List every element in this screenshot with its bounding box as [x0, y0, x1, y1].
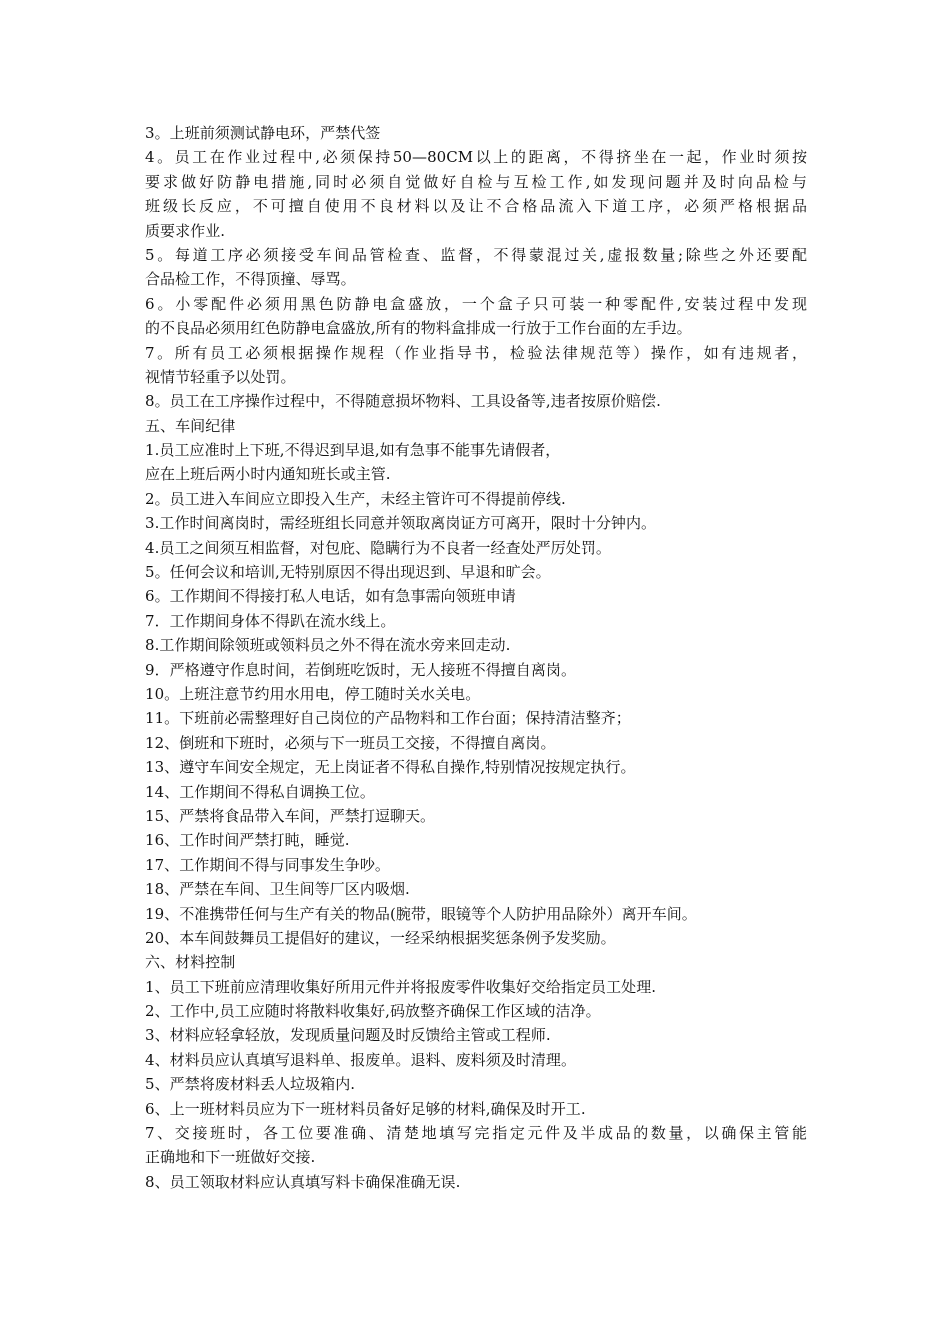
text-line: 7．工作期间身体不得趴在流水线上。 [145, 611, 396, 630]
text-line: 9．严格遵守作息时间，若倒班吃饭时，无人接班不得擅自离岗。 [145, 660, 576, 679]
text-line: 16、工作时间严禁打盹，睡觉. [145, 831, 350, 850]
text-line: 3。上班前须测试静电环，严禁代签 [145, 124, 381, 142]
text-line: 六、材料控制 [145, 953, 236, 972]
document-body [145, 121, 807, 1194]
text-line: 班级长反应，不可擅自使用不良材料以及让不合格品流入下道工序，必须严格根据品 [145, 197, 807, 216]
text-line: 2、工作中,员工应随时将散料收集好,码放整齐确保工作区域的洁净。 [145, 1002, 601, 1021]
text-line: 8。员工在工序操作过程中，不得随意损坏物料、工具设备等,违者按原价赔偿. [145, 392, 661, 411]
text-line: 17、工作期间不得与同事发生争吵。 [145, 855, 390, 874]
text-line: 3.工作时间离岗时，需经班组长同意并领取离岗证方可离开，限时十分钟内。 [145, 514, 657, 533]
text-line: 3、材料应轻拿轻放，发现质量问题及时反馈给主管或工程师. [145, 1026, 551, 1045]
text-line: 4、材料员应认真填写退料单、报废单。退料、废料须及时清理。 [145, 1050, 576, 1069]
text-line: 的不良品必须用红色防静电盒盛放,所有的物料盒排成一行放于工作台面的左手边。 [145, 319, 692, 338]
text-line: 14、工作期间不得私自调换工位。 [145, 782, 375, 801]
text-line: 18、严禁在车间、卫生间等厂区内吸烟. [145, 880, 410, 899]
text-line: 正确地和下一班做好交接. [145, 1148, 316, 1167]
text-line: 8.工作期间除领班或领料员之外不得在流水旁来回走动. [145, 636, 511, 655]
text-line: 1.员工应准时上下班,不得迟到早退,如有急事不能事先请假者， [145, 441, 561, 460]
text-line: 视情节轻重予以处罚。 [145, 367, 296, 386]
text-line: 合品检工作，不得顶撞、辱骂。 [145, 270, 356, 289]
text-line: 6。小零配件必须用黑色防静电盒盛放，一个盒子只可装一种零配件,安装过程中发现 [145, 294, 807, 313]
text-line: 15、严禁将食品带入车间，严禁打逗聊天。 [145, 806, 436, 825]
text-line: 2。员工进入车间应立即投入生产，未经主管许可不得提前停线. [145, 489, 566, 508]
text-line: 4.员工之间须互相监督，对包庇、隐瞒行为不良者一经查处严厉处罚。 [145, 538, 611, 557]
text-line: 4。员工在作业过程中,必须保持50—80CM以上的距离，不得挤坐在一起，作业时须按 [145, 148, 807, 167]
text-line: 6。工作期间不得接打私人电话，如有急事需向领班申请 [145, 587, 516, 606]
text-line: 12、倒班和下班时，必须与下一班员工交接，不得擅自离岗。 [145, 733, 556, 752]
text-line: 五、车间纪律 [145, 416, 236, 435]
text-line: 5。每道工序必须接受车间品管检查、监督，不得蒙混过关,虚报数量;除些之外还要配 [145, 245, 807, 264]
text-line: 10。上班注意节约用水用电，停工随时关水关电。 [145, 684, 481, 703]
text-line: 19、不准携带任何与生产有关的物品(腕带，眼镜等个人防护用品除外）离开车间。 [145, 904, 697, 923]
text-line: 7。所有员工必须根据操作规程（作业指导书，检验法律规范等）操作，如有违规者， [145, 343, 807, 362]
text-line: 5、严禁将废材料丢人垃圾箱内. [145, 1075, 356, 1094]
text-line: 应在上班后两小时内通知班长或主管. [145, 465, 391, 484]
text-line: 5。任何会议和培训,无特别原因不得出现迟到、早退和旷会。 [145, 563, 551, 582]
text-line: 13、遵守车间安全规定，无上岗证者不得私自操作,特别情况按规定执行。 [145, 758, 636, 777]
text-line: 1、员工下班前应清理收集好所用元件并将报废零件收集好交给指定员工处理. [145, 977, 657, 996]
text-line: 质要求作业. [145, 221, 226, 240]
text-line: 要求做好防静电措施,同时必须自觉做好自检与互检工作,如发现问题并及时向品检与 [145, 172, 807, 191]
text-line: 6、上一班材料员应为下一班材料员备好足够的材料,确保及时开工. [145, 1099, 586, 1118]
text-line: 7、交接班时，各工位要准确、清楚地填写完指定元件及半成品的数量，以确保主管能 [145, 1124, 807, 1143]
text-line: 11。下班前必需整理好自己岗位的产品物料和工作台面；保持清洁整齐； [145, 709, 631, 728]
text-line: 8、员工领取材料应认真填写料卡确保准确无误. [145, 1172, 461, 1191]
text-line: 20、本车间鼓舞员工提倡好的建议，一经采纳根据奖惩条例予发奖励。 [145, 928, 616, 947]
